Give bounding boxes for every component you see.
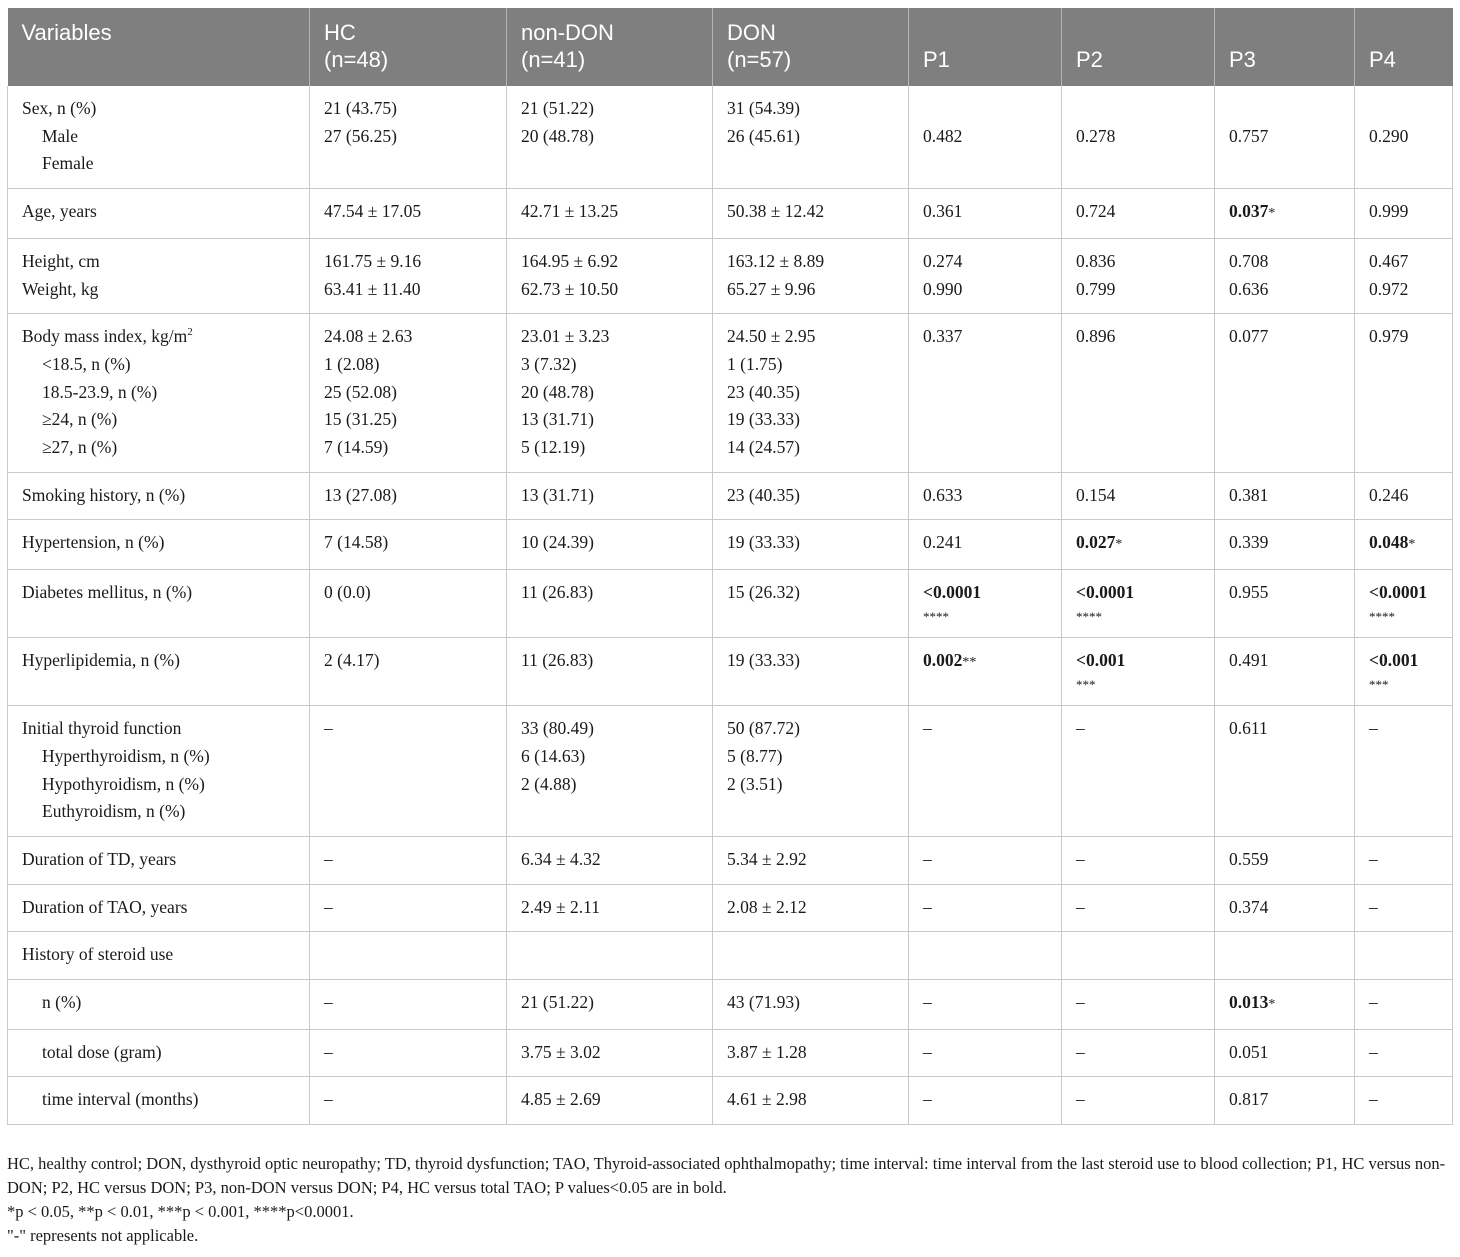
table-row-duration-td [8,836,1453,884]
cell-p2: – [1062,836,1215,884]
cell-hc: – [310,706,507,837]
row-label: Age, years [8,189,310,239]
cell-p3: 0.491 [1215,638,1355,706]
cell-non-don: 21 (51.22) 20 (48.78) [507,86,713,189]
cell-non-don: 42.71 ± 13.25 [507,189,713,239]
table-row-bmi [8,314,1453,473]
cell-don: 4.61 ± 2.98 [713,1077,909,1125]
cell-p3: 0.381 [1215,472,1355,520]
header-variables: Variables [8,8,310,86]
header-hc: HC (n=48) [310,8,507,86]
cell-p1: – [909,836,1062,884]
cell-hc: – [310,980,507,1030]
cell-p3: 0.051 [1215,1029,1355,1077]
cell-p1: – [909,884,1062,932]
cell-p2: – [1062,884,1215,932]
cell-non-don: 21 (51.22) [507,980,713,1030]
cell-p3: 0.757 [1215,86,1355,189]
cell-p4: <0.001 *** [1355,638,1453,706]
cell-hc: 24.08 ± 2.63 1 (2.08) 25 (52.08) 15 (31.25) 7 (14.59) [310,314,507,473]
cell-p3: 0.077 [1215,314,1355,473]
table-row-steroid-history [8,932,1453,980]
cell-hc: – [310,836,507,884]
cell-p4: – [1355,836,1453,884]
cell-p1: 0.337 [909,314,1062,473]
cell-hc: 13 (27.08) [310,472,507,520]
table-row-age [8,189,1453,239]
table-row-sex [8,86,1453,189]
row-label: Initial thyroid function Hyperthyroidism, n (%) Hypothyroidism, n (%) Euthyroidism, n (%) [8,706,310,837]
cell-don: 3.87 ± 1.28 [713,1029,909,1077]
cell-don: 24.50 ± 2.95 1 (1.75) 23 (40.35) 19 (33.33) 14 (24.57) [713,314,909,473]
cell-don: 2.08 ± 2.12 [713,884,909,932]
cell-don: 50.38 ± 12.42 [713,189,909,239]
cell-p2: 0.154 [1062,472,1215,520]
cell-p3: 0.037* [1215,189,1355,239]
row-label: Sex, n (%) Male Female [8,86,310,189]
cell-p2: <0.0001 **** [1062,570,1215,638]
cell-p4: – [1355,980,1453,1030]
cell-don: 163.12 ± 8.89 65.27 ± 9.96 [713,238,909,313]
cell-p2: – [1062,1029,1215,1077]
cell-don: 31 (54.39) 26 (45.61) [713,86,909,189]
footnote-abbreviations: HC, healthy control; DON, dysthyroid optic neuropathy; TD, thyroid dysfunction; TAO, Thyroid-associated ophthalmopathy; time interval: time interval from the last steroid use to blood collection; P1, HC versus non-DON; P2, HC versus DON; P3, non-DON versus DON; P4, HC versus total TAO; P values<0.05 are in bold. [7,1154,1446,1197]
cell-p2: 0.836 0.799 [1062,238,1215,313]
cell-p2: 0.896 [1062,314,1215,473]
cell-p4: 0.048* [1355,520,1453,570]
row-label: Body mass index, $kg/m^2$ <18.5, n (%) 18.5-23.9, n (%) ≥24, n (%) ≥27, n (%) [8,314,310,473]
cell-don: 5.34 ± 2.92 [713,836,909,884]
cell-p2: 0.027* [1062,520,1215,570]
row-label: time interval (months) [8,1077,310,1125]
cell-p4: – [1355,1077,1453,1125]
cell-p4: 0.999 [1355,189,1453,239]
cell-p1: 0.002** [909,638,1062,706]
baseline-characteristics-table [7,8,1453,1125]
cell-don: 50 (87.72) 5 (8.77) 2 (3.51) [713,706,909,837]
cell-p1: – [909,1029,1062,1077]
cell-non-don: 11 (26.83) [507,638,713,706]
cell-don: 19 (33.33) [713,520,909,570]
table-row-duration-tao [8,884,1453,932]
cell-p2: 0.278 [1062,86,1215,189]
cell-p3: 0.708 0.636 [1215,238,1355,313]
cell-p4: – [1355,706,1453,837]
cell-p2: <0.001 *** [1062,638,1215,706]
row-label: History of steroid use [8,932,310,980]
cell-p2: – [1062,706,1215,837]
cell-hc: 7 (14.58) [310,520,507,570]
cell-p2: – [1062,1077,1215,1125]
cell-non-don: 3.75 ± 3.02 [507,1029,713,1077]
cell-p1: 0.482 [909,86,1062,189]
cell-p1: 0.241 [909,520,1062,570]
cell-hc: – [310,1029,507,1077]
cell-don: 43 (71.93) [713,980,909,1030]
cell-p3: 0.559 [1215,836,1355,884]
cell-p3: 0.013* [1215,980,1355,1030]
cell-p3: 0.817 [1215,1077,1355,1125]
cell-p3: 0.339 [1215,520,1355,570]
cell-p4: <0.0001 **** [1355,570,1453,638]
header-don: DON (n=57) [713,8,909,86]
row-label: Duration of TD, years [8,836,310,884]
header-p1: P1 [909,8,1062,86]
table-row-steroid-interval [8,1077,1453,1125]
header-non-don: non-DON (n=41) [507,8,713,86]
cell-p1: – [909,980,1062,1030]
table-footnotes [7,1152,1452,1248]
header-p4: P4 [1355,8,1453,86]
row-label: Height, cm Weight, kg [8,238,310,313]
baseline-table-container [7,8,1452,1125]
cell-p2: – [1062,980,1215,1030]
footnote-not-applicable: "-" represents not applicable. [7,1226,199,1245]
cell-non-don: 6.34 ± 4.32 [507,836,713,884]
cell-hc: 47.54 ± 17.05 [310,189,507,239]
cell-p3: 0.955 [1215,570,1355,638]
cell-p1: – [909,706,1062,837]
cell-p2: 0.724 [1062,189,1215,239]
cell-hc: – [310,1077,507,1125]
cell-p4: 0.290 [1355,86,1453,189]
cell-non-don: 13 (31.71) [507,472,713,520]
cell-p3: 0.374 [1215,884,1355,932]
table-row-smoking [8,472,1453,520]
row-label: Smoking history, n (%) [8,472,310,520]
row-label: Diabetes mellitus, n (%) [8,570,310,638]
table-row-hyperlipidemia [8,638,1453,706]
cell-hc: 0 (0.0) [310,570,507,638]
cell-don: 23 (40.35) [713,472,909,520]
cell-p4: 0.979 [1355,314,1453,473]
cell-non-don: 11 (26.83) [507,570,713,638]
cell-non-don: 2.49 ± 2.11 [507,884,713,932]
table-row-height-weight [8,238,1453,313]
row-label: Hyperlipidemia, n (%) [8,638,310,706]
table-row-hypertension [8,520,1453,570]
header-p3: P3 [1215,8,1355,86]
cell-p1: 0.633 [909,472,1062,520]
cell-non-don: 10 (24.39) [507,520,713,570]
cell-non-don: 164.95 ± 6.92 62.73 ± 10.50 [507,238,713,313]
table-row-thyroid-function [8,706,1453,837]
footnote-significance: *p < 0.05, **p < 0.01, ***p < 0.001, ****p<0.0001. [7,1202,354,1221]
header-row [8,8,1453,86]
cell-p3: 0.611 [1215,706,1355,837]
cell-non-don: 23.01 ± 3.23 3 (7.32) 20 (48.78) 13 (31.71) 5 (12.19) [507,314,713,473]
row-label: Hypertension, n (%) [8,520,310,570]
cell-don: 15 (26.32) [713,570,909,638]
cell-non-don: 33 (80.49) 6 (14.63) 2 (4.88) [507,706,713,837]
cell-p1: <0.0001 **** [909,570,1062,638]
row-label: Duration of TAO, years [8,884,310,932]
cell-non-don: 4.85 ± 2.69 [507,1077,713,1125]
cell-p4: 0.246 [1355,472,1453,520]
cell-don: 19 (33.33) [713,638,909,706]
row-label: n (%) [8,980,310,1030]
table-row-diabetes [8,570,1453,638]
cell-p1: 0.361 [909,189,1062,239]
cell-hc: 2 (4.17) [310,638,507,706]
header-p2: P2 [1062,8,1215,86]
table-row-steroid-n [8,980,1453,1030]
table-row-steroid-dose [8,1029,1453,1077]
cell-hc: 161.75 ± 9.16 63.41 ± 11.40 [310,238,507,313]
cell-hc: 21 (43.75) 27 (56.25) [310,86,507,189]
cell-p4: 0.467 0.972 [1355,238,1453,313]
row-label: total dose (gram) [8,1029,310,1077]
cell-p1: – [909,1077,1062,1125]
cell-p4: – [1355,1029,1453,1077]
cell-hc: – [310,884,507,932]
cell-p1: 0.274 0.990 [909,238,1062,313]
cell-p4: – [1355,884,1453,932]
